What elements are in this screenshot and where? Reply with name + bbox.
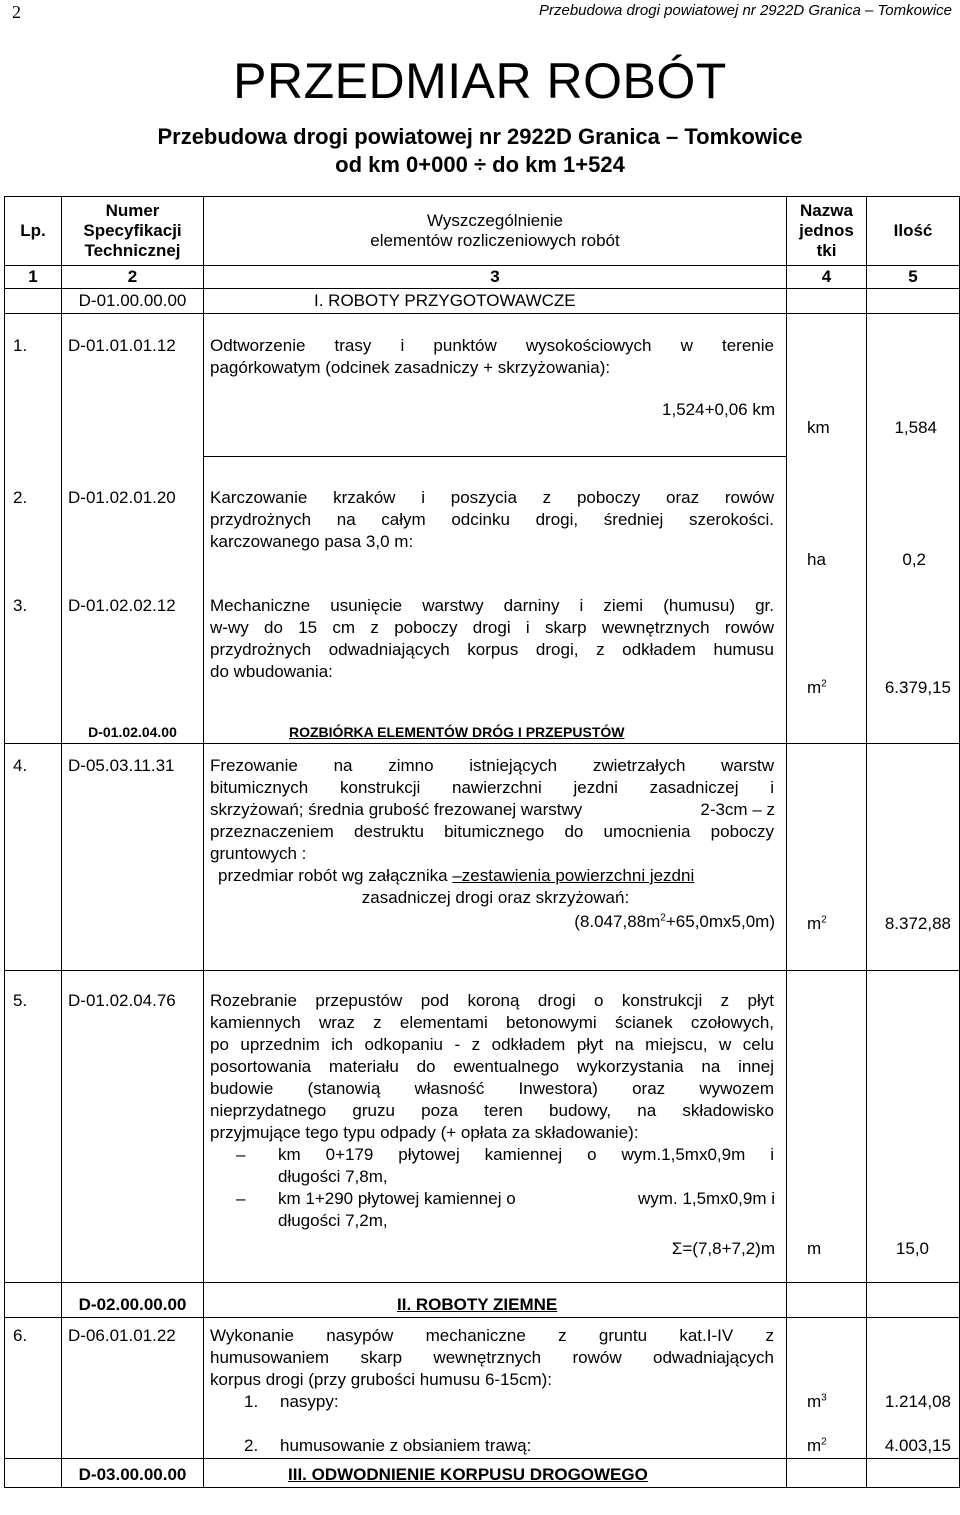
- item-quantity: 1,584: [894, 418, 937, 437]
- item-description: długości 7,8m,: [278, 1167, 388, 1186]
- subitem-number: 1.: [244, 1392, 259, 1411]
- item-calculation: Σ=(7,8+7,2)m: [671, 1239, 775, 1258]
- bullet-dash: –: [236, 1189, 246, 1208]
- item-description: pagórkowatym (odcinek zasadniczy + skrzyżowania):: [210, 358, 611, 377]
- item-description: Rozebranie przepustów pod koroną drogi o konstrukcji z płyt: [210, 991, 774, 1010]
- item-description: Mechaniczne usunięcie warstwy darniny i ziemi (humusu) gr.: [210, 596, 774, 615]
- item-description: Odtworzenie trasy i punktów wysokościowych w terenie: [210, 336, 774, 355]
- section-code: D-01.02.04.00: [88, 724, 177, 740]
- item-description: km 0+179 płytowej kamiennej o wym.1,5mx0,9m i: [278, 1145, 774, 1164]
- col-number: 3: [204, 266, 787, 289]
- item-quantity: 1.214,08: [884, 1392, 951, 1411]
- item-description: nieprzydatnego gruzu poza teren budowy, na składowisko: [210, 1101, 774, 1120]
- item-spec: D-05.03.11.31: [68, 756, 175, 775]
- item-description: po uprzednim ich odkopaniu - z odkładem płyt na miejscu, w celu: [210, 1035, 774, 1054]
- section-title: ROZBIÓRKA ELEMENTÓW DRÓG I PRZEPUSTÓW: [289, 724, 625, 740]
- section-code: D-03.00.00.00: [62, 1459, 204, 1488]
- item-spec: D-01.01.01.12: [68, 336, 176, 355]
- item-unit: $m^2$: [807, 914, 827, 933]
- item-description: w-wy do 15 cm z poboczy drogi i skarp wewnętrznych rowów: [210, 618, 774, 637]
- item-description: Wykonanie nasypów mechaniczne z gruntu kat.I-IV z: [210, 1326, 774, 1345]
- item-description: gruntowych :: [210, 844, 307, 863]
- header-description: Wyszczególnienie elementów rozliczeniowych robót: [204, 197, 787, 266]
- section-code: D-01.00.00.00: [62, 289, 204, 314]
- item-unit: $m^2$: [807, 1436, 827, 1455]
- item-quantity: 6.379,15: [884, 678, 951, 697]
- item-description: Frezowanie na zimno istniejących zwietrzałych warstw: [210, 756, 774, 775]
- item-description: humusowaniem skarp wewnętrznych rowów odwadniających: [210, 1348, 774, 1367]
- item-description: długości 7,2m,: [278, 1211, 388, 1230]
- item-row-4: [5, 744, 960, 971]
- section-row: [5, 1459, 960, 1488]
- running-header: Przebudowa drogi powiatowej nr 2922D Granica – Tomkowice: [539, 2, 952, 19]
- item-unit: km: [807, 418, 830, 437]
- item-unit: ha: [807, 550, 826, 569]
- item-description: przydrożnych odwadniających korpus drogi, z odkładem humusu: [210, 640, 774, 659]
- table-header-row: [5, 197, 960, 266]
- item-spec: D-01.02.01.20: [68, 488, 176, 507]
- item-description: skrzyżowań; średnia grubość frezowanej warstwy: [210, 800, 583, 819]
- header-quantity: Ilość: [867, 197, 960, 266]
- item-row-6: [5, 1318, 960, 1459]
- item-spec: D-01.02.02.12: [68, 596, 176, 615]
- item-unit: $m^3$: [807, 1392, 827, 1411]
- subtitle-range: od km 0+000 ÷ do km 1+524: [335, 152, 625, 177]
- section-code: D-02.00.00.00: [62, 1283, 204, 1318]
- item-description: km 1+290 płytowej kamiennej o: [278, 1189, 516, 1208]
- item-lp: 6.: [13, 1326, 28, 1345]
- item-description: do wbudowania:: [210, 662, 333, 681]
- item-lp: 2.: [13, 488, 28, 507]
- item-calculation: $(8.047,88m^2+65,0mx5,0m)$: [574, 912, 775, 931]
- item-quantity: 4.003,15: [884, 1436, 951, 1455]
- item-row-5: [5, 971, 960, 1283]
- item-quantity: 0,2: [902, 550, 926, 569]
- col-number: 1: [5, 266, 62, 289]
- header-spec: Numer Specyfikacji Technicznej: [62, 197, 204, 266]
- bullet-dash: –: [236, 1145, 246, 1164]
- item-description: posortowania materiału do ewentualnego wykorzystania na innej: [210, 1057, 774, 1076]
- item-description: Karczowanie krzaków i poszycia z poboczy oraz rowów: [210, 488, 774, 507]
- section-title: I. ROBOTY PRZYGOTOWAWCZE: [204, 289, 787, 314]
- item-description: zasadniczej drogi oraz skrzyżowań:: [361, 888, 630, 907]
- item-description: wym. 1,5mx0,9m i: [638, 1189, 775, 1208]
- item-description: budowie (stanowią własność Inwestora) oraz wywozem: [210, 1079, 774, 1098]
- section-title: II. ROBOTY ZIEMNE: [204, 1283, 787, 1318]
- page-number: 2: [12, 2, 21, 22]
- item-description: 2-3cm – z: [700, 800, 775, 819]
- col-number: 5: [867, 266, 960, 289]
- col-number: 4: [787, 266, 867, 289]
- section-row: [5, 289, 960, 314]
- section-row: [5, 1283, 960, 1318]
- section-title: III. ODWODNIENIE KORPUSU DROGOWEGO: [204, 1459, 787, 1488]
- item-unit: m: [807, 1239, 822, 1258]
- item-description: karczowanego pasa 3,0 m:: [210, 532, 414, 551]
- cost-estimate-table: [4, 196, 960, 1488]
- item-description: przeznaczeniem destruktu bitumicznego do umocnienia poboczy: [210, 822, 774, 841]
- item-description: bitumicznych konstrukcji nawierzchni jezdni zasadniczej i: [210, 778, 774, 797]
- column-number-row: [5, 266, 960, 289]
- item-calculation: 1,524+0,06 km: [662, 400, 775, 419]
- item-description: przyjmujące tego typu odpady (+ opłata za składowanie):: [210, 1123, 639, 1142]
- items-block-1: [5, 314, 960, 744]
- item-description: przydrożnych na całym odcinku drogi, średniej szerokości.: [210, 510, 774, 529]
- item-description: kamiennych wraz z elementami betonowymi ścianek czołowych,: [210, 1013, 774, 1032]
- header-unit: Nazwa jednos tki: [787, 197, 867, 266]
- col-number: 2: [62, 266, 204, 289]
- item-spec: D-06.01.01.22: [68, 1326, 176, 1345]
- page-title: PRZEDMIAR ROBÓT: [233, 53, 727, 109]
- item-lp: 1.: [13, 336, 28, 355]
- subitem-text: humusowanie z obsianiem trawą:: [280, 1436, 532, 1455]
- item-quantity: 8.372,88: [884, 914, 951, 933]
- item-lp: 3.: [13, 596, 28, 615]
- item-lp: 5.: [13, 991, 28, 1010]
- item-lp: 4.: [13, 756, 28, 775]
- item-unit: $m^2$: [807, 678, 827, 697]
- subitem-number: 2.: [244, 1436, 259, 1455]
- subitem-text: nasypy:: [280, 1392, 339, 1411]
- item-quantity: 15,0: [895, 1239, 929, 1258]
- header-lp: Lp.: [5, 197, 62, 266]
- item-description: korpus drogi (przy grubości humusu 6-15cm):: [210, 1370, 553, 1389]
- item-description: przedmiar robót wg załącznika –zestawienia powierzchni jezdni: [218, 866, 695, 885]
- subtitle-road: Przebudowa drogi powiatowej nr 2922D Granica – Tomkowice: [157, 124, 803, 149]
- item-spec: D-01.02.04.76: [68, 991, 176, 1010]
